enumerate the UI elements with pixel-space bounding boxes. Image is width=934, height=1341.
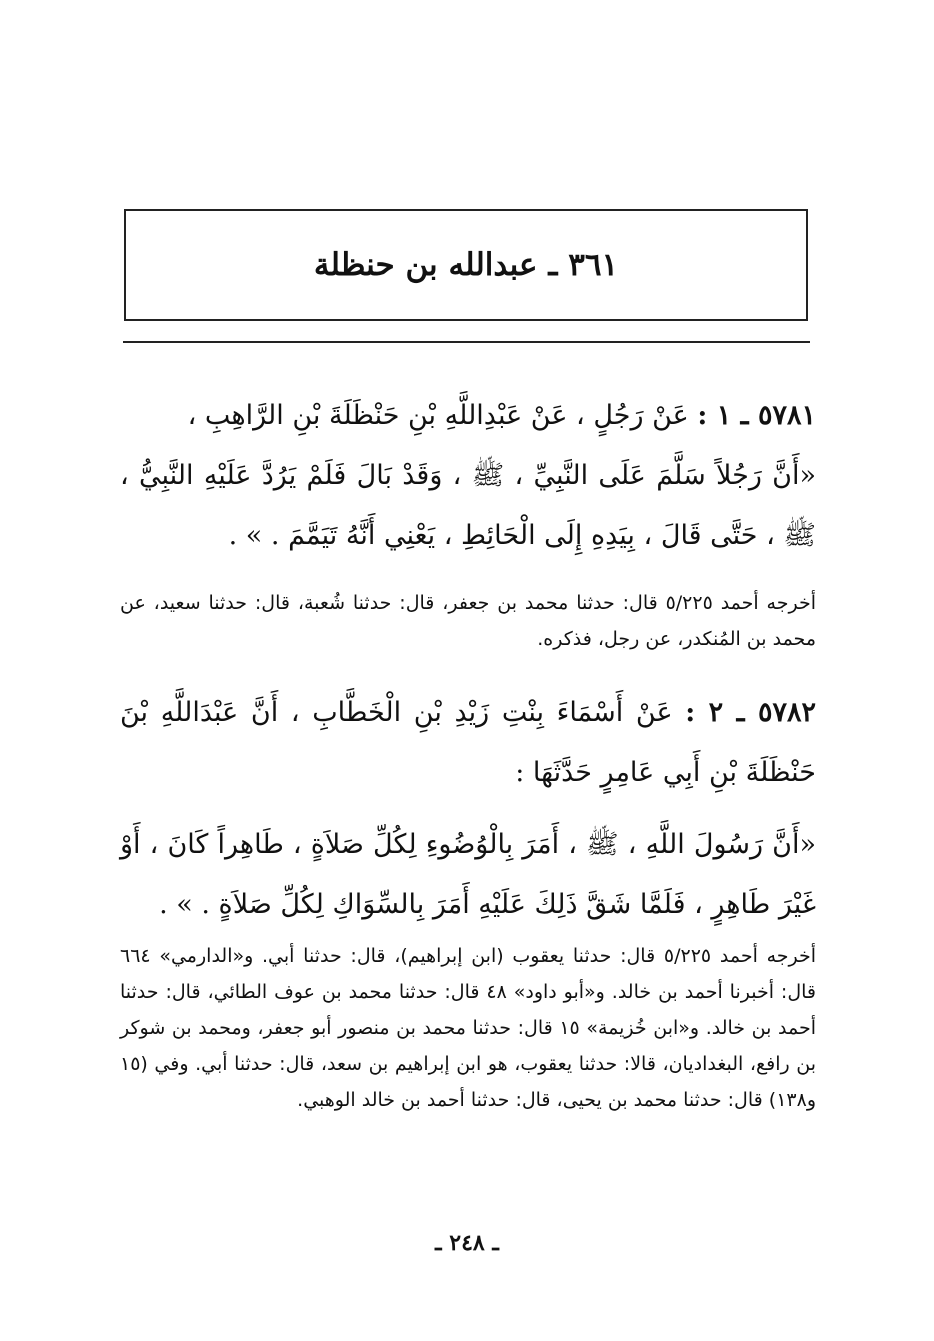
hadith-1-takhrij: أخرجه أحمد ٥/٢٢٥ قال: حدثنا محمد بن جعفر، قال: حدثنا شُعبة، قال: حدثنا سعيد، عن محمد بن المُنكدر، عن رجل، فذكره. — [120, 592, 816, 650]
hadith-2-takhrij: أخرجه أحمد ٥/٢٢٥ قال: حدثنا يعقوب (ابن إبراهيم)، قال: حدثنا أبي. و«الدارمي» ٦٦٤ قال: أخبرنا أحمد بن خالد. و«أبو داود» ٤٨ قال: حدثنا محمد بن عوف الطائي، قال: حدثنا أحمد بن خالد. و«ابن خُزيمة» ١٥ قال: حدثنا محمد بن منصور أبو جعفر، ومحمد بن شوكر بن رافع، البغداديان، قالا: حدثنا يعقوب، هو ابن إبراهيم بن سعد، قال: حدثنا أبي. وفي (١٥ و١٣٨) قال: حدثنا محمد بن يحيى، قال: حدثنا أحمد بن خالد الوهبي. — [120, 945, 817, 1111]
chapter-title-box — [124, 209, 808, 321]
hadith-text: «أَنَّ رَسُولَ اللَّهِ ، ﷺ ، أَمَرَ بِالْوُضُوءِ لِكُلِّ صَلاَةٍ ، طَاهِراً كَانَ ، أَوْ غَيْرَ طَاهِرٍ ، فَلَمَّا شَقَّ ذَلِكَ عَلَيْهِ أَمَرَ بِالسِّوَاكِ لِكُلِّ صَلاَةٍ . » . — [120, 829, 816, 920]
hadith-2-chain-paragraph — [120, 683, 816, 803]
page-number: ـ ٢٤٨ ـ — [435, 1230, 499, 1256]
hadith-1-chain-paragraph — [120, 386, 816, 446]
header-divider — [123, 341, 810, 343]
chapter-title: ٣٦١ ـ عبدالله بن حنظلة — [313, 247, 619, 283]
hadith-chain: عَنْ رَجُلٍ ، عَنْ عَبْدِاللَّهِ بْنِ حَنْظَلَةَ بْنِ الرَّاهِبِ ، — [187, 400, 689, 431]
hadith-1 — [120, 386, 816, 566]
hadith-2 — [120, 683, 816, 935]
hadith-text: «أَنَّ رَجُلاً سَلَّمَ عَلَى النَّبِيِّ ، ﷺ ، وَقَدْ بَالَ فَلَمْ يَرُدَّ عَلَيْهِ النَّبِيُّ ، ﷺ ، حَتَّى قَالَ ، بِيَدِهِ إِلَى الْحَائِطِ ، يَعْنِي أَنَّهُ تَيَمَّمَ . » . — [120, 460, 816, 551]
hadith-number: ٥٧٨٢ ـ ٢ : — [685, 697, 816, 728]
hadith-number: ٥٧٨١ ـ ١ : — [697, 400, 816, 431]
hadith-chain: عَنْ أَسْمَاءَ بِنْتِ زَيْدِ بْنِ الْخَطَّابِ ، أَنَّ عَبْدَاللَّهِ بْنَ حَنْظَلَةَ بْنِ أَبِي عَامِرٍ حَدَّثَهَا : — [120, 697, 816, 788]
